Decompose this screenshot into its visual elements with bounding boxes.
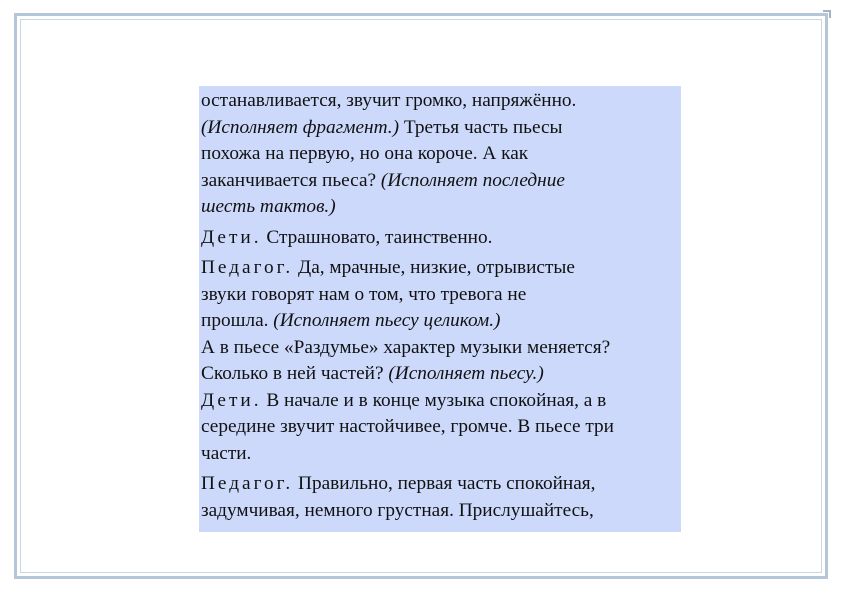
text-line xyxy=(201,88,679,115)
paragraph xyxy=(201,388,679,468)
text-line xyxy=(201,388,679,415)
speaker-label: Дети. xyxy=(201,389,262,411)
text-line xyxy=(201,441,679,468)
text-run: Правильно, первая часть спокойная, xyxy=(293,473,596,494)
text-run: заканчивается пьеса? xyxy=(201,169,381,191)
text-line xyxy=(201,225,679,252)
stage-direction: шесть тактов.) xyxy=(201,196,336,217)
text-line xyxy=(201,141,679,168)
text-line xyxy=(201,498,679,525)
text-line xyxy=(201,361,679,388)
text-line xyxy=(201,471,679,498)
text-run: задумчивая, немного грустная. Прислушайтесь, xyxy=(201,499,594,521)
text-run: звуки говорят нам о том, что тревога не xyxy=(201,283,527,305)
stage-direction: (Исполняет последние xyxy=(380,169,565,191)
text-block xyxy=(199,86,681,532)
text-line xyxy=(201,194,679,221)
stage-direction: (Исполняет пьесу целиком.) xyxy=(273,310,501,331)
stage-direction: (Исполняет фрагмент.) xyxy=(201,116,400,138)
speaker-label: Педагог. xyxy=(201,257,294,278)
text-line xyxy=(201,115,679,142)
text-line xyxy=(201,414,679,441)
frame-corner-mark xyxy=(823,10,831,18)
paragraph xyxy=(201,471,679,524)
stage-direction: (Исполняет пьесу.) xyxy=(388,363,544,384)
text-line xyxy=(201,255,679,282)
text-run: середине звучит настойчивее, громче. В пьесе три xyxy=(201,416,614,437)
text-run: Страшновато, таинственно. xyxy=(261,226,493,248)
text-run: останавливается, звучит громко, напряжённо. xyxy=(201,90,577,111)
text-run: прошла. xyxy=(201,310,274,331)
paragraph xyxy=(201,225,679,252)
text-line xyxy=(201,335,679,362)
text-line xyxy=(201,308,679,335)
text-run: В начале и в конце музыка спокойная, а в xyxy=(261,389,607,411)
text-run: Сколько в ней частей? xyxy=(201,363,389,384)
text-run: части. xyxy=(201,442,252,464)
text-run: А в пьесе «Раздумье» характер музыки меняется? xyxy=(201,336,611,358)
text-line xyxy=(201,282,679,309)
text-run: похожа на первую, но она короче. А как xyxy=(201,143,529,164)
text-line xyxy=(201,168,679,195)
speaker-label: Дети. xyxy=(201,226,262,248)
text-run: Да, мрачные, низкие, отрывистые xyxy=(293,257,575,278)
paragraph xyxy=(201,88,679,221)
text-run: Третья часть пьесы xyxy=(399,116,563,138)
speaker-label: Педагог. xyxy=(201,473,294,494)
paragraph xyxy=(201,255,679,388)
